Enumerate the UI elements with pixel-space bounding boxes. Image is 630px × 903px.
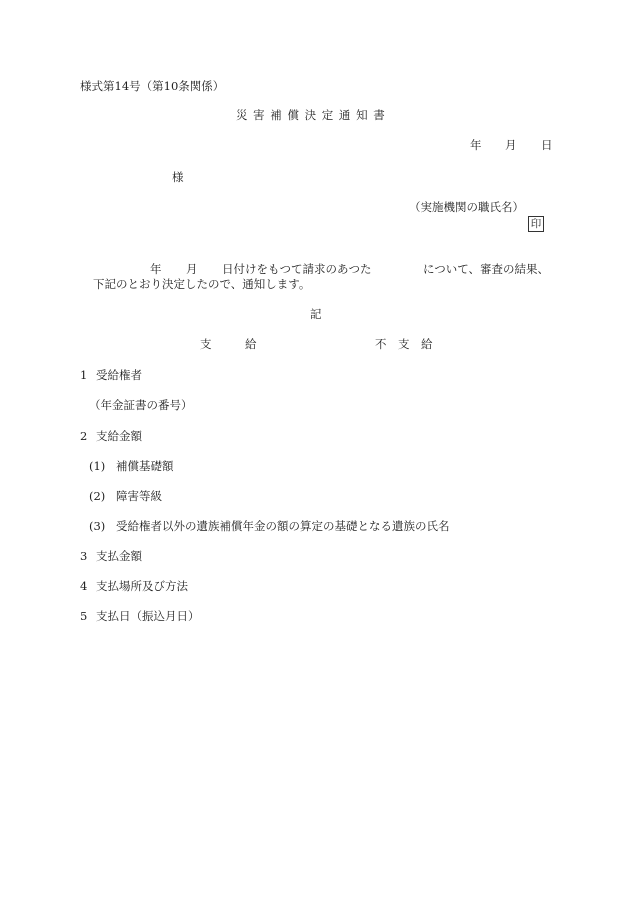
body-month: 月 <box>186 262 198 276</box>
item-label-payment-amount: 支給金額 <box>96 429 142 443</box>
seal-mark: 印 <box>528 216 544 232</box>
sub-item-number: (3) <box>89 519 106 533</box>
item-number: 3 <box>80 549 88 563</box>
sub-item-label-disability-grade: 障害等級 <box>116 489 162 503</box>
issuer-title: （実施機関の職氏名） <box>409 200 524 214</box>
body-year: 年 <box>150 262 162 276</box>
sub-item-number: (2) <box>89 489 106 503</box>
item-label-recipient: 受給権者 <box>96 368 142 382</box>
item-label-certificate-number: （年金証書の番号） <box>89 398 193 412</box>
sub-item-label-survivor-names: 受給権者以外の遺族補償年金の額の算定の基礎となる遺族の氏名 <box>116 519 450 533</box>
body-text-mid: 日付けをもつて請求のあつた <box>222 262 372 276</box>
document-title: 災 害 補 償 決 定 通 知 書 <box>236 108 386 122</box>
item-number: 1 <box>80 368 88 382</box>
sub-item-label-base-amount: 補償基礎額 <box>116 459 174 473</box>
body-text-line2: 下記のとおり決定したので、通知します。 <box>93 277 311 291</box>
decision-nopay-1: 不 <box>375 337 387 351</box>
ki-heading: 記 <box>310 307 322 321</box>
date-day: 日 <box>541 138 553 152</box>
body-text-end: について、審査の結果、 <box>423 262 550 276</box>
date-month: 月 <box>505 138 517 152</box>
item-number: 4 <box>80 579 88 593</box>
addressee-suffix: 様 <box>172 170 184 184</box>
decision-pay-1: 支 <box>200 337 212 351</box>
item-number: 2 <box>80 429 88 443</box>
form-number: 様式第14号（第10条関係） <box>80 79 225 93</box>
decision-pay-2: 給 <box>245 337 257 351</box>
sub-item-number: (1) <box>89 459 106 473</box>
date-year: 年 <box>470 138 482 152</box>
item-number: 5 <box>80 609 88 623</box>
item-label-payment-date: 支払日（振込月日） <box>96 609 200 623</box>
item-label-payment-place-method: 支払場所及び方法 <box>96 579 188 593</box>
decision-nopay-3: 給 <box>421 337 433 351</box>
decision-nopay-2: 支 <box>398 337 410 351</box>
item-label-paid-amount: 支払金額 <box>96 549 142 563</box>
